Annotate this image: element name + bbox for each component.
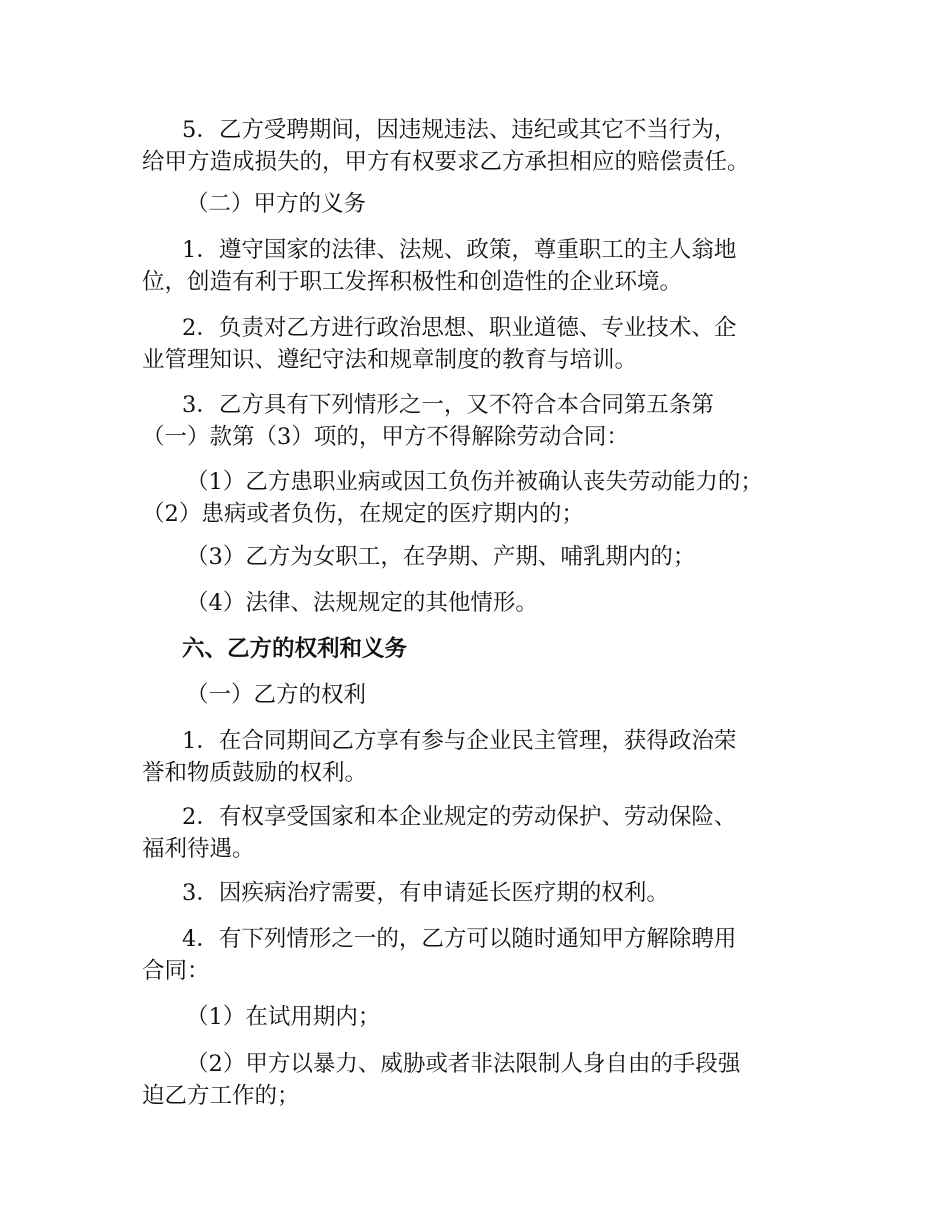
paragraph-obligation-1 [142, 234, 822, 298]
paragraph-right-4 [142, 923, 822, 987]
paragraph-right-3 [142, 877, 822, 909]
subheading-party-a-obligations [142, 188, 822, 220]
text-line: （1）乙方患职业病或因工负伤并被确认丧失劳动能力的； [186, 469, 763, 495]
paragraph-right-4-case-1 [142, 1001, 822, 1033]
text-line: 誉和物质鼓励的权利。 [142, 760, 368, 786]
text-line: 5．乙方受聘期间，因违规违法、违纪或其它不当行为， [182, 117, 737, 143]
text-line: （二）甲方的义务 [186, 191, 367, 217]
paragraph-right-4-case-2 [142, 1048, 822, 1112]
text-line: （4）法律、法规规定的其他情形。 [186, 590, 538, 616]
paragraph-case-3 [142, 541, 822, 573]
paragraph-right-2 [142, 801, 822, 865]
text-line: （1）在试用期内； [186, 1004, 381, 1030]
text-line: （一）款第（3）项的，甲方不得解除劳动合同： [142, 424, 629, 450]
text-line: 4．有下列情形之一的，乙方可以随时通知甲方解除聘用 [182, 926, 737, 952]
text-line: 3．乙方具有下列情形之一，又不符合本合同第五条第 [182, 392, 714, 418]
text-line: 1．遵守国家的法律、法规、政策，尊重职工的主人翁地 [182, 237, 737, 263]
paragraph-right-1 [142, 725, 822, 789]
text-line: （2）患病或者负伤，在规定的医疗期内的； [142, 501, 584, 527]
text-line: 业管理知识、遵纪守法和规章制度的教育与培训。 [142, 347, 638, 373]
paragraph-case-4 [142, 587, 822, 619]
text-line: 2．负责对乙方进行政治思想、职业道德、专业技术、企 [182, 315, 737, 341]
paragraph-obligation-2 [142, 312, 822, 376]
text-line: 迫乙方工作的； [142, 1083, 300, 1109]
text-line: （一）乙方的权利 [186, 682, 367, 708]
text-line: 位，创造有利于职工发挥积极性和创造性的企业环境。 [142, 269, 683, 295]
text-line: 合同： [142, 958, 210, 984]
text-line: （2）甲方以暴力、威胁或者非法限制人身自由的手段强 [186, 1051, 741, 1077]
section-heading-six [142, 633, 822, 665]
text-line: （3）乙方为女职工，在孕期、产期、哺乳期内的； [186, 544, 696, 570]
text-line: 给甲方造成损失的，甲方有权要求乙方承担相应的赔偿责任。 [142, 149, 750, 175]
subheading-party-b-rights [142, 679, 822, 711]
text-line: 1．在合同期间乙方享有参与企业民主管理，获得政治荣 [182, 728, 737, 754]
text-line: 2．有权享受国家和本企业规定的劳动保护、劳动保险、 [182, 804, 737, 830]
paragraph-cases-1-2 [142, 466, 822, 530]
paragraph-obligation-3 [142, 389, 822, 453]
text-line: 3．因疾病治疗需要，有申请延长医疗期的权利。 [182, 880, 669, 906]
text-line: 福利待遇。 [142, 836, 255, 862]
text-line: 六、乙方的权利和义务 [182, 636, 408, 662]
paragraph-5-compensation [142, 114, 822, 178]
